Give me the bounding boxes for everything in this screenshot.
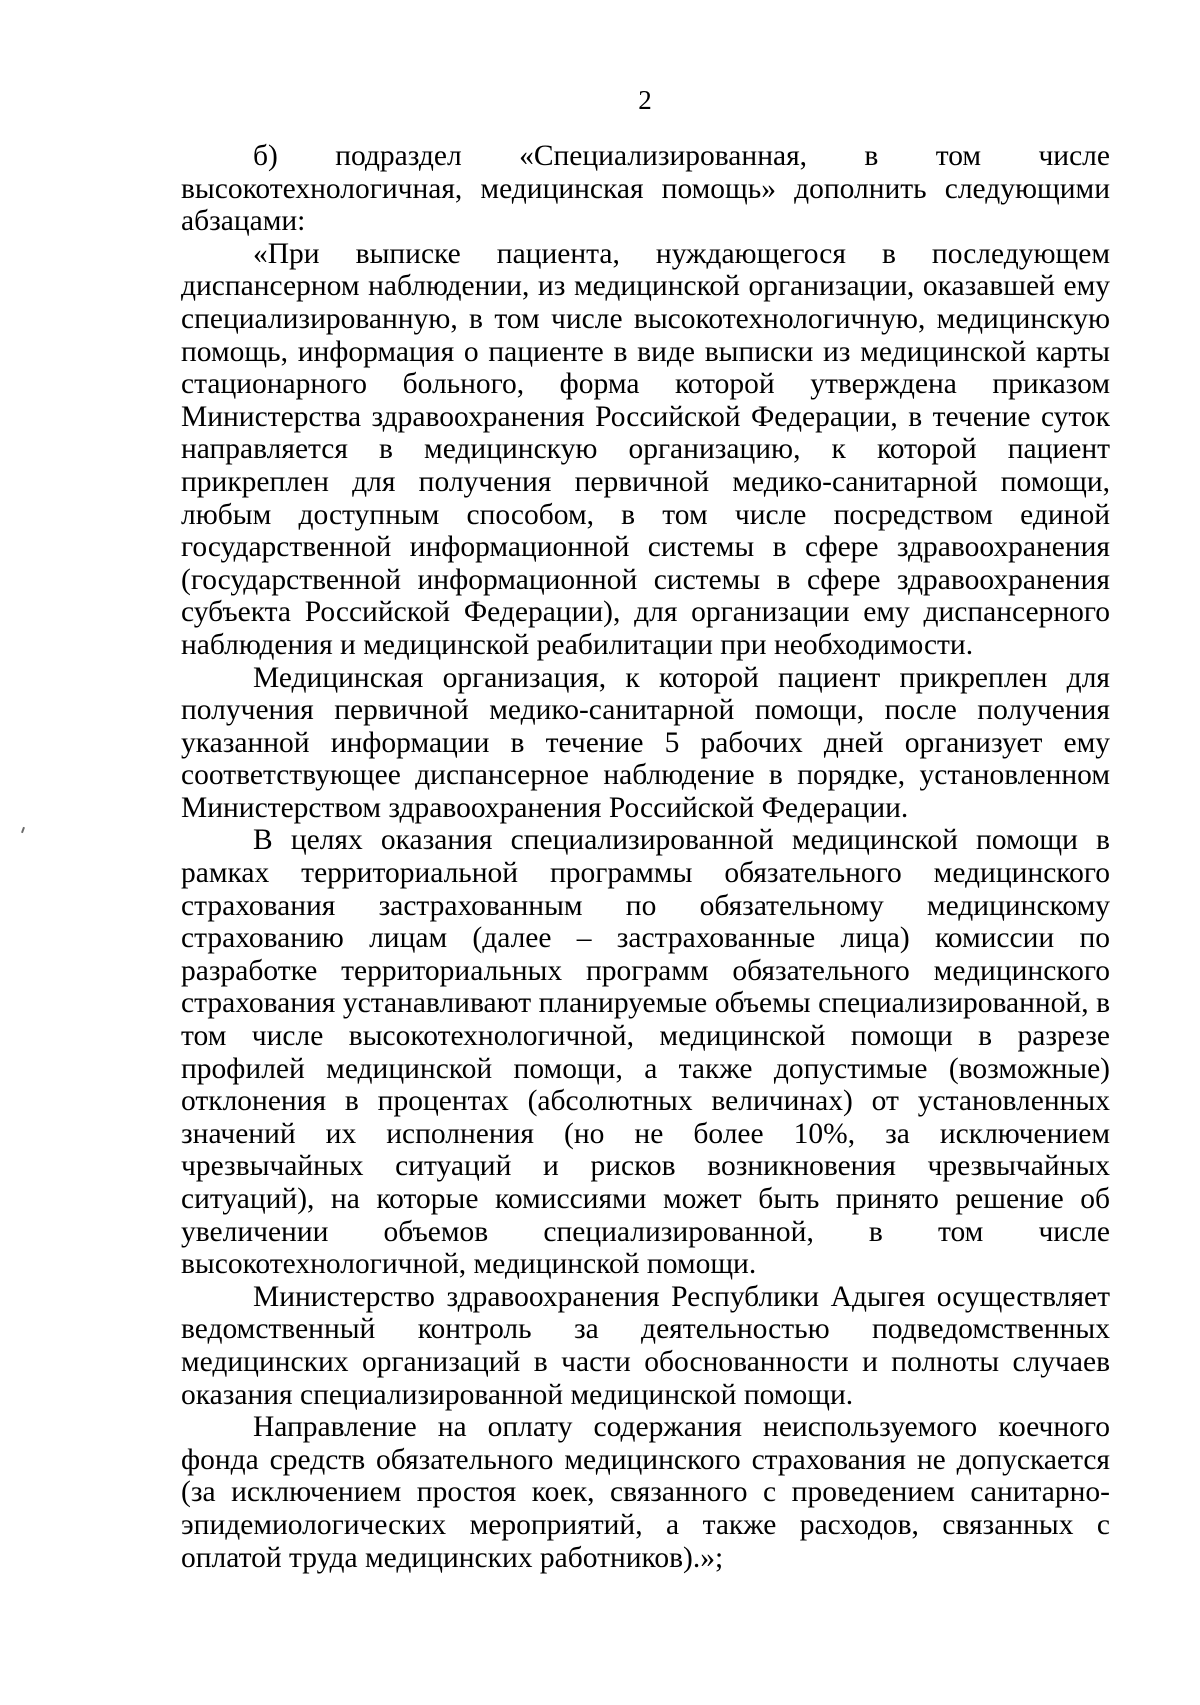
paragraph-planned-volumes: В целях оказания специализированной медицинской помощи в рамках территориальной программы обязательного медицинского страхования застрахованным по обязательному медицинскому страхованию лицам (далее – застрахованные лица) комиссии по разработке территориальных программ обязательного медицинского страхования устанавливают планируемые объемы специализированной, в том числе высокотехнологичной, медицинской помощи в разрезе профилей медицинской помощи, а также допустимые (возможные) отклонения в процентах (абсолютных величинах) от установленных значений их исполнения (но не более 10%, за исключением чрезвычайных ситуаций и рисков возникновения чрезвычайных ситуаций), на которые комиссиями может быть принято решение об увеличении объемов специализированной, в том числе высокотехнологичной, медицинской помощи. — [181, 824, 1110, 1281]
document-body — [181, 140, 1110, 1574]
paragraph-subsection-intro: б) подраздел «Специализированная, в том числе высокотехнологичная, медицинская помощь» дополнить следующими абзацами: — [181, 140, 1110, 238]
paragraph-discharge-info: «При выписке пациента, нуждающегося в последующем диспансерном наблюдении, из медицинской организации, оказавшей ему специализированную, в том числе высокотехнологичную, медицинскую помощь, информация о пациенте в виде выписки из медицинской карты стационарного больного, форма которой утверждена приказом Министерства здравоохранения Российской Федерации, в течение суток направляется в медицинскую организацию, к которой пациент прикреплен для получения первичной медико-санитарной помощи, любым доступным способом, в том числе посредством единой государственной информационной системы в сфере здравоохранения (государственной информационной системы в сфере здравоохранения субъекта Российской Федерации), для организации ему диспансерного наблюдения и медицинской реабилитации при необходимости. — [181, 237, 1110, 661]
page-number: 2 — [638, 85, 652, 115]
paragraph-bed-fund-payment: Направление на оплату содержания неиспользуемого коечного фонда средств обязательного медицинского страхования не допускается (за исключением простоя коек, связанного с проведением санитарно-эпидемиологических мероприятий, а также расходов, связанных с оплатой труда медицинских работников).»; — [181, 1411, 1110, 1574]
paragraph-ministry-control: Министерство здравоохранения Республики Адыгея осуществляет ведомственный контроль за деятельностью подведомственных медицинских организаций в части обоснованности и полноты случаев оказания специализированной медицинской помощи. — [181, 1280, 1110, 1411]
scan-artifact-mark — [21, 827, 25, 833]
paragraph-dispensary-observation: Медицинская организация, к которой пациент прикреплен для получения первичной медико-санитарной помощи, после получения указанной информации в течение 5 рабочих дней организует ему соответствующее диспансерное наблюдение в порядке, установленном Министерством здравоохранения Российской Федерации. — [181, 661, 1110, 824]
